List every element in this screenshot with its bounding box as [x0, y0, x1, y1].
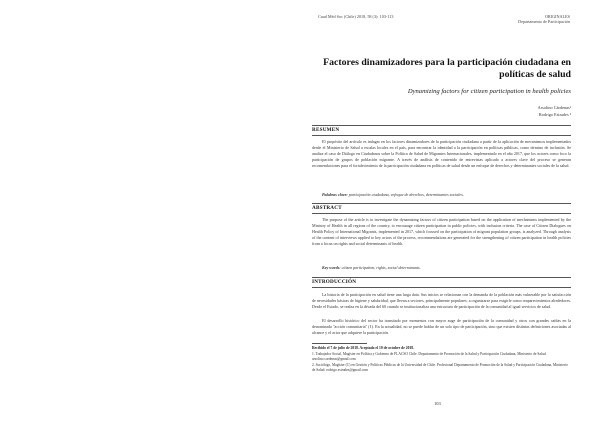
divider [312, 125, 571, 126]
resumen-heading: RESUMEN [312, 127, 340, 133]
running-header [518, 14, 570, 24]
received-note: Recibido el 7 de julio de 2018. Aceptado el 10 de octubre de 2018. [312, 346, 415, 350]
keywords-label: Palabras clave: [322, 192, 348, 197]
journal-citation: Cuad Méd Soc (Chile) 2018, 58 (3): 103-113 [318, 14, 394, 19]
abstract-keywords [322, 265, 571, 271]
article-title: Factores dinamizadores para la participación ciudadana en políticas de salud [323, 57, 571, 80]
keywords-value: participación ciudadana, enfoque de derechos, determinantes sociales. [348, 192, 464, 197]
abstract-text: The purpose of the article is to investigate the dynamizing factors of citizen participation based on the application of mechanisms implemented by the Ministry of Health in all regions of the country, to encourage citizen participation in public policies, with inclusion criteria. The case of Citizen Dialogues on Health Policy of International Migrants, implemented in 2017, which focused on the participation of migrant population groups, is analyzed. Through analysis of the content of interviews applied to key actors of the process, recommendations are generated for the strengthening of citizen participation in health policies from a focus on rights and social determinants of health. [312, 217, 571, 246]
intro-paragraph-1: La historia de la participación en salud tiene una larga data. Sus inicios se relacionan con la demanda de la población más vulnerable por la satisfacción de necesidades básicas de higiene y salubridad, que llevan a sectores, principalmente populares, a organizarse para exigirle como reaparecimientos alrededores. Desde el Estado, se realza en la década del 60 cuando se institucionaliza una estructura de participación de la comunidad al igual servicios de salud. [312, 292, 571, 309]
keywords-label: Key words: [322, 265, 341, 270]
resumen-text: El propósito del artículo es indagar en los factores dinamizadores de la participación ciudadana a partir de la aplicación de mecanismos implementados desde el Ministerio de Salud a escalas locales en el país, para encontrar la identidad a la participación en políticas públicas, como término de inclusión. Se analiza el caso de Diálogo en Ciudadanos sobre la Política de Salud de Migrantes Internacionales, implementado en el año 2017, que los actores como foco la participación de grupos de población migrante. A través de análisis de contenido de entrevistas aplicado a actores clave del proceso se generan recomendaciones para el fortalecimiento de la participación ciudadana en políticas de salud desde un enfoque de derechos y determinantes sociales de la salud. [312, 139, 571, 168]
footnote-1: 1. Trabajador Social, Magíster en Política y Gobierno de FLACSO Chile. Departamento de Promoción de la Salud y Participación Ciudadana, Ministerio de Salud. arsolino.cardenas@gmail.com [312, 352, 547, 361]
divider [312, 203, 571, 204]
divider [312, 213, 571, 214]
article-subtitle: Dynamizing factors for citizen participation in health policies [407, 88, 571, 95]
footnote-2: 2. Sociólogo, Magíster (C) en Gestión y Políticas Públicas de la Universidad de Chile. Profesional Departamento de Promoción de la Salud y Participación Ciudadana, Ministerio de Salud. rodrigo.estrades@gmail.com [312, 363, 568, 372]
resumen-keywords [322, 192, 571, 198]
divider [312, 287, 571, 288]
page-number: 103 [434, 401, 441, 406]
subsection-label: Departamento de Participación [518, 19, 570, 24]
keywords-value: citizen participation, rights, social determinants. [341, 265, 421, 270]
intro-paragraph-2: El desarrollo histórico del sector ha transitado por momentos con mayor auge de participación de la comunidad y otros con grandes caídas en la denominada "acción comunitaria" (1). En la actualidad, no se puede hablar de un solo tipo de participación, sino que existen distintas definiciones asociadas al alcance y el actor que adquiere la participación. [312, 318, 571, 335]
abstract-heading: ABSTRACT [312, 205, 342, 211]
author-2: Rodrigo Estrades ² [538, 112, 571, 117]
divider [312, 135, 571, 136]
author-1: Arsolino Cárdenas¹ [537, 105, 571, 110]
footnote-divider [312, 343, 367, 344]
divider [312, 277, 571, 278]
section-label: ORIGINALES [544, 14, 570, 19]
intro-heading: INTRODUCCIÓN [312, 279, 357, 285]
author-list [400, 104, 571, 118]
